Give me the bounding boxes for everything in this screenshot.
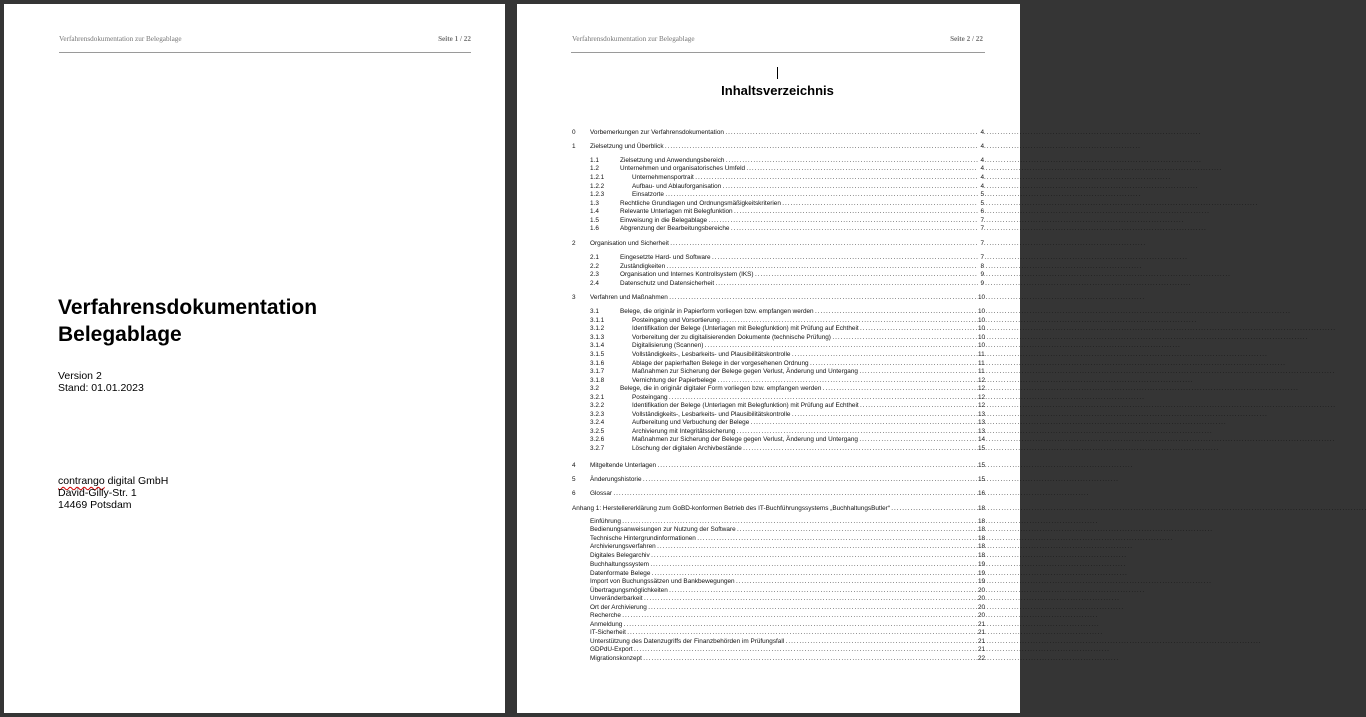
- toc-entry-title: Import von Buchungssätzen und Bankbewegungen . . .: [590, 577, 978, 587]
- toc-entry-page: 12: [978, 402, 986, 409]
- toc-entry-number: 1.2.2: [590, 183, 605, 190]
- toc-entry-page: 13: [978, 428, 986, 435]
- toc-entry-title: Zuständigkeiten . . .: [620, 262, 978, 272]
- toc-entry-number: 3.1.4: [590, 342, 605, 349]
- running-header-title: Verfahrensdokumentation zur Belegablage: [59, 35, 182, 43]
- toc-entry-title: Zielsetzung und Anwendungsbereich . . .: [620, 156, 978, 166]
- toc-entry[interactable]: [590, 279, 984, 289]
- toc-entry-page: 4: [978, 182, 984, 192]
- version-text: Version 2: [58, 370, 102, 382]
- toc-entry-page: 10: [978, 342, 986, 349]
- toc-entry-title: Posteingang und Vorsortierung . . .: [632, 316, 978, 326]
- toc-entry-page: 15: [978, 462, 986, 469]
- toc-entry-number: 3.1.1: [590, 317, 605, 324]
- toc-entry-page: 9: [978, 279, 984, 289]
- toc-entry-title: Identifikation der Belege (Unterlagen mit Belegfunktion) mit Prüfung auf Echtheit . . .: [632, 324, 978, 334]
- toc-entry-number: 3.1.7: [590, 368, 605, 375]
- toc-entry-page: 19: [978, 570, 986, 577]
- toc-entry-title: Übertragungsmöglichkeiten . . .: [590, 586, 978, 596]
- toc-entry-title: Vorbemerkungen zur Verfahrensdokumentation . . .: [590, 128, 978, 138]
- toc-entry[interactable]: [572, 239, 984, 249]
- toc-entry-title: Identifikation der Belege (Unterlagen mit Belegfunktion) mit Prüfung auf Echtheit . . .: [632, 401, 978, 411]
- cover-title-line-1: Verfahrensdokumentation: [58, 296, 318, 319]
- toc-entry-title: Recherche . . .: [590, 611, 978, 621]
- toc-entry-number: 3.1.3: [590, 334, 605, 341]
- toc-entry-page: 13: [978, 411, 986, 418]
- toc-entry-page: 4: [978, 156, 984, 166]
- toc-entry-page: 10: [978, 334, 986, 341]
- toc-entry-number: 2.3: [590, 271, 599, 278]
- toc-entry-title: Aufbau- und Ablauforganisation . . .: [632, 182, 978, 192]
- street-line: David-Gilly-Str. 1: [58, 487, 137, 499]
- toc-entry-title: Relevante Unterlagen mit Belegfunktion . . .: [620, 207, 978, 217]
- toc-entry-page: 18: [978, 535, 986, 542]
- toc-entry-title: Belege, die in originär digitaler Form vorliegen bzw. empfangen werden . . .: [620, 384, 978, 394]
- toc-entry-page: 9: [978, 270, 984, 280]
- toc-entry-title: Migrationskonzept . . .: [590, 654, 978, 664]
- toc-entry-page: 7: [978, 253, 984, 263]
- toc-entry-title: Rechtliche Grundlagen und Ordnungsmäßigkeitskriterien . . .: [620, 199, 978, 209]
- toc-entry-page: 20: [978, 612, 986, 619]
- toc-entry-page: 4: [978, 164, 984, 174]
- toc-entry[interactable]: [572, 142, 984, 152]
- toc-entry-page: 18: [978, 518, 986, 525]
- toc-entry-title: Eingesetzte Hard- und Software . . .: [620, 253, 978, 263]
- toc-entry-title: Anmeldung . . .: [590, 620, 978, 630]
- toc-entry-number: 1.2.1: [590, 174, 605, 181]
- toc-entry-title: Einweisung in die Belegablage . . .: [620, 216, 978, 226]
- toc-entry-page: 19: [978, 578, 986, 585]
- toc-entry-title: Vernichtung der Papierbelege . . .: [632, 376, 978, 386]
- toc-entry-number: 3.1.2: [590, 325, 605, 332]
- toc-entry-number: 1.2.3: [590, 191, 605, 198]
- toc-entry-title: Unternehmensportrait . . .: [632, 173, 978, 183]
- toc-entry-page: 10: [978, 308, 986, 315]
- page-number-label: Seite 1 / 22: [438, 35, 471, 43]
- toc-entry-title: Technische Hintergrundinformationen . . .: [590, 534, 978, 544]
- toc-entry-page: 14: [978, 436, 986, 443]
- toc-entry-page: 21: [978, 621, 986, 628]
- toc-entry[interactable]: [572, 504, 984, 514]
- toc-entry-number: 5: [572, 476, 576, 483]
- toc-entry-page: 18: [978, 505, 986, 512]
- header-rule: [571, 52, 985, 53]
- toc-entry[interactable]: [590, 444, 984, 454]
- toc-entry[interactable]: [572, 489, 984, 499]
- toc-entry-title: Archivierungsverfahren . . .: [590, 542, 978, 552]
- toc-entry-page: 7: [978, 216, 984, 226]
- toc-entry-page: 5: [978, 199, 984, 209]
- toc-entry-title: Anhang 1: Herstellererklärung zum GoBD-konformen Betrieb des IT-Buchführungssystems „BuchhaltungsButler“ . . .: [572, 504, 978, 514]
- toc-entry-title: Ort der Archivierung . . .: [590, 603, 978, 613]
- toc-entry-number: 3.2.3: [590, 411, 605, 418]
- toc-entry-page: 12: [978, 385, 986, 392]
- date-text: Stand: 01.01.2023: [58, 382, 144, 394]
- toc-entry-title: Mitgeltende Unterlagen . . .: [590, 461, 978, 471]
- toc-entry[interactable]: [590, 654, 984, 664]
- toc-entry-title: Archivierung mit Integritätssicherung . . .: [632, 427, 978, 437]
- text-cursor: [777, 67, 778, 79]
- toc-entry-page: 20: [978, 604, 986, 611]
- toc-entry-title: Bedienungsanweisungen zur Nutzung der Software . . .: [590, 525, 978, 535]
- toc-entry-title: Vollständigkeits-, Lesbarkeits- und Plausibilitätskontrolle . . .: [632, 350, 978, 360]
- header-rule: [59, 52, 471, 53]
- toc-entry-page: 18: [978, 526, 986, 533]
- toc-entry-title: Vollständigkeits-, Lesbarkeits- und Plausibilitätskontrolle . . .: [632, 410, 978, 420]
- toc-entry-number: 1.3: [590, 200, 599, 207]
- toc-entry-title: Datenformate Belege . . .: [590, 569, 978, 579]
- toc-entry-number: 3: [572, 294, 576, 301]
- toc-entry-title: Unterstützung des Datenzugriffs der Finanzbehörden im Prüfungsfall . . .: [590, 637, 978, 647]
- toc-entry-title: Buchhaltungssystem . . .: [590, 560, 978, 570]
- address-block: [58, 475, 168, 511]
- toc-entry-title: Unternehmen und organisatorisches Umfeld . . .: [620, 164, 978, 174]
- document-page-1: [4, 4, 505, 713]
- toc-entry-number: 0: [572, 129, 576, 136]
- toc-entry-number: 6: [572, 490, 576, 497]
- toc-entry-page: 18: [978, 552, 986, 559]
- toc-heading: Inhaltsverzeichnis: [721, 83, 834, 98]
- toc-entry-page: 15: [978, 445, 986, 452]
- toc-entry-title: Maßnahmen zur Sicherung der Belege gegen Verlust, Änderung und Untergang . . .: [632, 367, 978, 377]
- toc-entry-number: 3.2.2: [590, 402, 605, 409]
- version-block: [58, 370, 144, 394]
- document-page-2: [517, 4, 1020, 713]
- toc-entry-page: 6: [978, 207, 984, 217]
- toc-entry-page: 10: [978, 317, 986, 324]
- toc-entry-number: 3.1.6: [590, 360, 605, 367]
- toc-entry-page: 11: [978, 368, 985, 375]
- toc-entry-number: 3.1.8: [590, 377, 605, 384]
- toc-entry-number: 3.1.5: [590, 351, 605, 358]
- toc-entry-title: Verfahren und Maßnahmen . . .: [590, 293, 978, 303]
- toc-entry[interactable]: [590, 224, 984, 234]
- toc-entry-number: 3.1: [590, 308, 599, 315]
- toc-entry-page: 21: [978, 638, 986, 645]
- toc-entry-title: Datenschutz und Datensicherheit . . .: [620, 279, 978, 289]
- toc-entry-number: 1.6: [590, 225, 599, 232]
- toc-entry[interactable]: [572, 475, 984, 485]
- toc-entry-page: 16: [978, 490, 986, 497]
- toc-entry-number: 2.2: [590, 263, 599, 270]
- toc-entry-page: 12: [978, 394, 986, 401]
- toc-entry-title: Organisation und Sicherheit . . .: [590, 239, 978, 249]
- toc-entry-page: 12: [978, 377, 986, 384]
- toc-entry-title: Digitales Belegarchiv . . .: [590, 551, 978, 561]
- toc-entry-number: 3.2.5: [590, 428, 605, 435]
- toc-entry-page: 21: [978, 629, 986, 636]
- toc-entry-number: 2.1: [590, 254, 599, 261]
- toc-entry-page: 18: [978, 543, 986, 550]
- toc-entry-page: 11: [978, 360, 985, 367]
- toc-entry-title: Einführung . . .: [590, 517, 978, 527]
- toc-entry-title: Glossar . . .: [590, 489, 978, 499]
- toc-entry-title: GDPdU-Export . . .: [590, 645, 978, 655]
- toc-entry-number: 3.2.4: [590, 419, 605, 426]
- city-line: 14469 Potsdam: [58, 499, 132, 511]
- toc-entry-page: 4: [978, 128, 984, 138]
- toc-entry-title: Aufbereitung und Verbuchung der Belege . . .: [632, 418, 978, 428]
- toc-entry-title: Einsatzorte . . .: [632, 190, 978, 200]
- toc-entry-page: 20: [978, 595, 986, 602]
- cover-title: [58, 294, 317, 348]
- toc-entry-title: Posteingang . . .: [632, 393, 978, 403]
- toc-entry-number: 1.2: [590, 165, 599, 172]
- toc-entry-title: Unveränderbarkeit . . .: [590, 594, 978, 604]
- toc-entry-title: Digitalisierung (Scannen) . . .: [632, 341, 978, 351]
- toc-entry-page: 10: [978, 294, 986, 301]
- toc-entry-page: 8: [978, 262, 984, 272]
- toc-entry-number: 1: [572, 143, 576, 150]
- toc-entry-number: 3.2: [590, 385, 599, 392]
- toc-entry-title: Organisation und Internes Kontrollsystem (IKS) . . .: [620, 270, 978, 280]
- toc-entry-number: 2.4: [590, 280, 599, 287]
- toc-entry[interactable]: [572, 461, 984, 471]
- toc-entry-page: 15: [978, 476, 986, 483]
- toc-entry-title: IT-Sicherheit . . .: [590, 628, 978, 638]
- running-header-title: Verfahrensdokumentation zur Belegablage: [572, 35, 695, 43]
- company-line: [58, 475, 168, 487]
- toc-entry[interactable]: [572, 293, 984, 303]
- toc-entry-number: 2: [572, 240, 576, 247]
- cover-title-line-2: Belegablage: [58, 323, 182, 346]
- toc-entry-number: 3.2.6: [590, 436, 605, 443]
- toc-entry-title: Abgrenzung der Bearbeitungsbereiche . . .: [620, 224, 978, 234]
- toc-entry-title: Zielsetzung und Überblick . . .: [590, 142, 978, 152]
- toc-entry-title: Ablage der papierhaften Belege in der vorgesehenen Ordnung . . .: [632, 359, 978, 369]
- company-name-misspelled: contrango: [58, 475, 105, 487]
- toc-entry-title: Änderungshistorie . . .: [590, 475, 978, 485]
- toc-entry-title: Maßnahmen zur Sicherung der Belege gegen Verlust, Änderung und Untergang . . .: [632, 435, 978, 445]
- toc-entry-title: Belege, die originär in Papierform vorliegen bzw. empfangen werden . . .: [620, 307, 978, 317]
- toc-entry-title: Vorbereitung der zu digitalisierenden Dokumente (technische Prüfung) . . .: [632, 333, 978, 343]
- company-suffix: digital GmbH: [104, 475, 169, 487]
- toc-entry-page: 4: [978, 173, 984, 183]
- toc-entry-page: 21: [978, 646, 986, 653]
- toc-entry-page: 7: [978, 224, 984, 234]
- toc-entry-page: 7: [978, 239, 984, 249]
- toc-entry-page: 4: [978, 142, 984, 152]
- toc-entry-page: 13: [978, 419, 986, 426]
- toc-entry-page: 20: [978, 587, 986, 594]
- toc-entry-title: Löschung der digitalen Archivbestände . . .: [632, 444, 978, 454]
- page-number-label: Seite 2 / 22: [950, 35, 983, 43]
- toc-entry-number: 1.5: [590, 217, 599, 224]
- toc-entry-number: 3.2.1: [590, 394, 605, 401]
- toc-entry-number: 1.1: [590, 157, 599, 164]
- toc-entry-page: 5: [978, 190, 984, 200]
- toc-entry-page: 19: [978, 561, 986, 568]
- toc-entry-number: 3.2.7: [590, 445, 605, 452]
- toc-entry-number: 1.4: [590, 208, 599, 215]
- toc-entry-page: 22: [978, 655, 986, 662]
- toc-entry-page: 10: [978, 325, 986, 332]
- toc-entry-number: 4: [572, 462, 576, 469]
- toc-entry[interactable]: [572, 128, 984, 138]
- toc-entry-page: 11: [978, 351, 985, 358]
